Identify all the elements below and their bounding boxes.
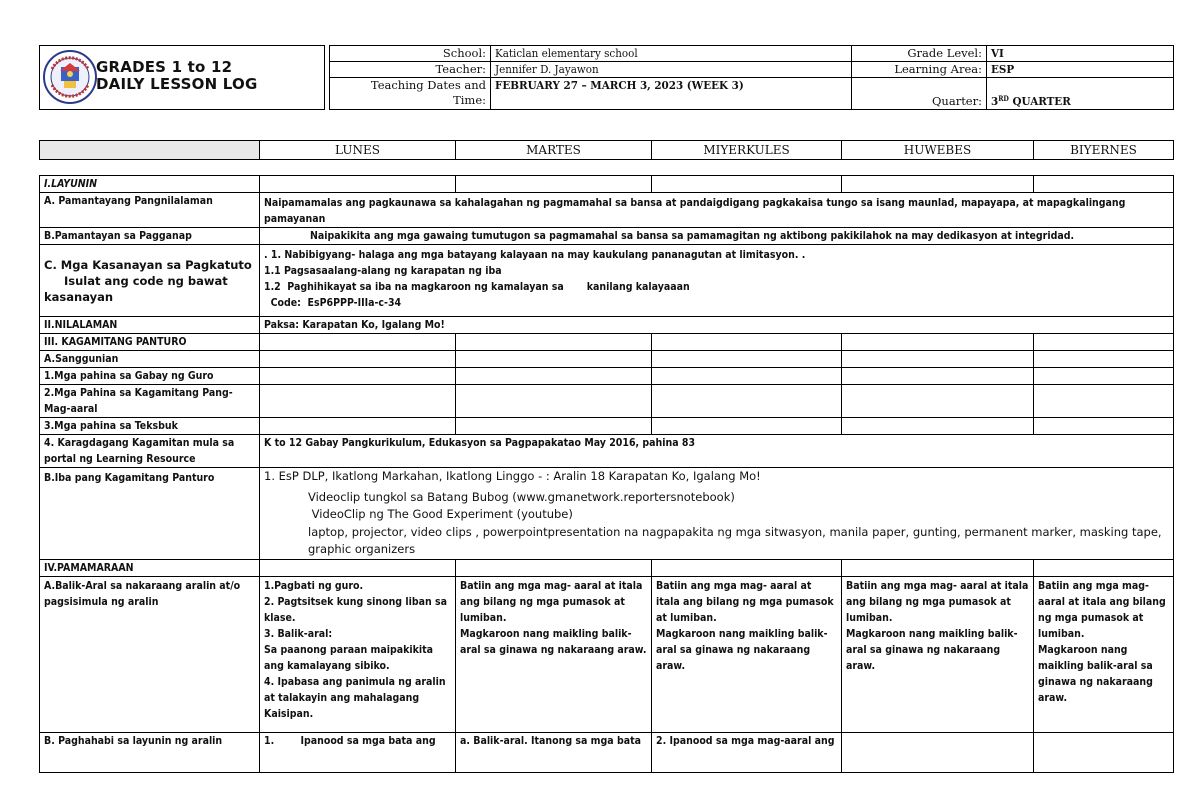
school-info-grid: [329, 45, 1173, 110]
balik-aral-label: [40, 577, 260, 733]
days-header: [39, 140, 1173, 160]
table-row: [40, 577, 1174, 733]
balik-aral-martes: Batiin ang mga mag- aaral at itala ang bilang ng mga pumasok at lumiban. Magkaroon nang maikling balik-aral sa ginawa ng nakaraang araw.: [456, 577, 652, 733]
grade-level-label: Grade Level:: [852, 46, 987, 62]
pamantayan-pagganap-value: Naipakikita ang mga gawaing tumutugon sa pagmamahal sa bansa sa pamamagitan ng aktibong pakikilahok na may dedikasyon at integridad.: [260, 228, 1174, 245]
table-row: [40, 560, 1174, 577]
learning-area-value: ESP: [987, 62, 1174, 78]
learning-area-label: Learning Area:: [852, 62, 987, 78]
balik-aral-biyernes: Batiin ang mga mag-aaral at itala ang bilang ng mga pumasok at lumiban. Magkaroon nang maikling balik-aral sa ginawa ng nakaraang araw.: [1034, 577, 1174, 733]
teaching-dates-label: [330, 78, 491, 110]
layunin-label: I.LAYUNIN: [40, 176, 260, 193]
iba-line1: 1. EsP DLP, Ikatlong Markahan, Ikatlong Linggo - : Aralin 18 Karapatan Ko, Igalang Mo!: [264, 469, 761, 483]
table-row: [40, 176, 1174, 193]
teaching-dates-label-line1: Teaching Dates and: [370, 78, 486, 92]
title-grades: GRADES 1 to 12: [96, 58, 233, 76]
sanggunian-label: A.Sanggunian: [40, 351, 260, 368]
day-martes: MARTES: [456, 141, 652, 160]
table-row: [40, 228, 1174, 245]
table-row: [40, 317, 1174, 334]
pang-label-line2: Mag-aaral: [44, 403, 98, 415]
table-row: [40, 368, 1174, 385]
balik-aral-lunes: 1.Pagbati ng guro. 2. Pagtsitsek kung sinong liban sa klase. 3. Balik-aral: Sa paanong paraan maipakikita ang kamalayang sibiko. 4. Ipabasa ang panimula ng aralin at talakayin ang mahalagang Kaisipan.: [260, 577, 456, 733]
paghahabi-martes: a. Balik-aral. Itanong sa mga bata: [456, 733, 652, 773]
table-row: [40, 245, 1174, 317]
karagdagang-kagamitan-label: [40, 435, 260, 468]
kasanayan-line1: . 1. Nabibigyang- halaga ang mga batayang kalayaan na may kaukulang pananagutan at limitasyon. .: [264, 249, 806, 261]
kasanayan-label-line2: Isulat ang code ng bawat: [64, 274, 228, 288]
paghahabi-label: B. Paghahabi sa layunin ng aralin: [40, 733, 260, 773]
teksbuk-label: 3.Mga pahina sa Teksbuk: [40, 418, 260, 435]
day-miyerkules: MIYERKULES: [652, 141, 842, 160]
pamantayan-pagganap-label: B.Pamantayan sa Pagganap: [40, 228, 260, 245]
pang-label-line1: 2.Mga Pahina sa Kagamitang Pang-: [44, 387, 233, 399]
table-row: [40, 193, 1174, 228]
balik-label-line2: pagsisimula ng aralin: [44, 596, 159, 608]
lesson-log-table: [39, 175, 1173, 773]
pamantayang-pangnilalaman-label: A. Pamantayang Pangnilalaman: [40, 193, 260, 228]
iba-pang-kagamitan-value: [260, 468, 1174, 560]
school-value: Katiclan elementary school: [491, 46, 852, 62]
pamantayang-pangnilalaman-value: Naipamamalas ang pagkaunawa sa kahalagahan ng pagmamahal sa bansa at pandaigdigang pagkakaisa tungo sa isang maunlad, mapayapa, at mapagkalingang pamayanan: [260, 193, 1174, 228]
kasanayan-line3: 1.2 Paghihikayat sa iba na magkaroon ng kamalayan sa kanilang kalayaaan: [264, 281, 690, 293]
karagdagang-kagamitan-value: K to 12 Gabay Pangkurikulum, Edukasyon sa Pagpapakatao May 2016, pahina 83: [260, 435, 1174, 468]
grade-level-value: VI: [987, 46, 1174, 62]
quarter-label: Quarter:: [852, 78, 987, 110]
day-huwebes: HUWEBES: [842, 141, 1034, 160]
iba-line2: Videoclip tungkol sa Batang Bubog (www.gmanetwork.reportersnotebook): [308, 489, 735, 504]
karagdagan-label-line1: 4. Karagdagang Kagamitan mula sa: [44, 437, 235, 449]
teaching-dates-label-line2: Time:: [453, 93, 486, 107]
header-title-box: [39, 45, 325, 110]
table-row: [40, 435, 1174, 468]
kasanayan-label-line1: C. Mga Kasanayan sa Pagkatuto: [44, 258, 252, 272]
day-lunes: LUNES: [260, 141, 456, 160]
iba-line5: graphic organizers: [308, 542, 416, 556]
paghahabi-miyerkules: 2. Ipanood sa mga mag-aaral ang: [652, 733, 842, 773]
kagamitang-pang-mag-aaral-label: [40, 385, 260, 418]
kasanayan-line2: 1.1 Pagsasaalang-alang ng karapatan ng iba: [264, 265, 502, 277]
balik-label-line1: A.Balik-Aral sa nakaraang aralin at/o: [44, 580, 241, 592]
school-label: School:: [330, 46, 491, 62]
table-row: [40, 418, 1174, 435]
kagamitan-label: III. KAGAMITANG PANTURO: [40, 334, 260, 351]
table-row: [40, 468, 1174, 560]
balik-aral-huwebes: Batiin ang mga mag- aaral at itala ang bilang ng mga pumasok at lumiban. Magkaroon nang maikling balik-aral sa ginawa ng nakaraang araw.: [842, 577, 1034, 733]
iba-line3: VideoClip ng The Good Experiment (youtube): [308, 507, 573, 521]
title-daily-lesson-log: DAILY LESSON LOG: [96, 75, 258, 93]
iba-pang-kagamitan-label: B.Iba pang Kagamitang Panturo: [40, 468, 260, 560]
iba-line4: laptop, projector, video clips , powerpointpresentation na nagpapakita ng mga sitwasyon, manila paper, gunting, permanent marker, masking tape,: [308, 524, 1162, 539]
kasanayan-value: [260, 245, 1174, 317]
kasanayan-label: [40, 245, 260, 317]
table-row: [40, 351, 1174, 368]
days-header-blank: [40, 141, 260, 160]
kasanayan-label-line3: kasanayan: [44, 290, 114, 304]
karagdagan-label-line2: portal ng Learning Resource: [44, 453, 196, 465]
table-row: [40, 334, 1174, 351]
paghahabi-lunes: 1. Ipanood sa mga bata ang: [260, 733, 456, 773]
teaching-dates-value: FEBRUARY 27 – MARCH 3, 2023 (WEEK 3): [491, 78, 852, 110]
teacher-label: Teacher:: [330, 62, 491, 78]
quarter-value: [987, 78, 1174, 110]
deped-seal-icon: [42, 49, 98, 105]
nilalaman-value: Paksa: Karapatan Ko, Igalang Mo!: [260, 317, 1174, 334]
kasanayan-code: Code: EsP6PPP-IIIa-c-34: [264, 297, 402, 309]
quarter-word: QUARTER: [1008, 94, 1071, 108]
table-row: [40, 385, 1174, 418]
day-biyernes: BIYERNES: [1034, 141, 1174, 160]
table-row: [40, 733, 1174, 773]
quarter-number: 3: [991, 94, 999, 108]
nilalaman-label: II.NILALAMAN: [40, 317, 260, 334]
teacher-value: Jennifer D. Jayawon: [491, 62, 852, 78]
balik-aral-miyerkules: Batiin ang mga mag- aaral at itala ang bilang ng mga pumasok at lumiban. Magkaroon nang maikling balik-aral sa ginawa ng nakaraang araw.: [652, 577, 842, 733]
gabay-guro-label: 1.Mga pahina sa Gabay ng Guro: [40, 368, 260, 385]
pamamaraan-label: IV.PAMAMARAAN: [40, 560, 260, 577]
quarter-ordinal: RD: [998, 94, 1009, 103]
